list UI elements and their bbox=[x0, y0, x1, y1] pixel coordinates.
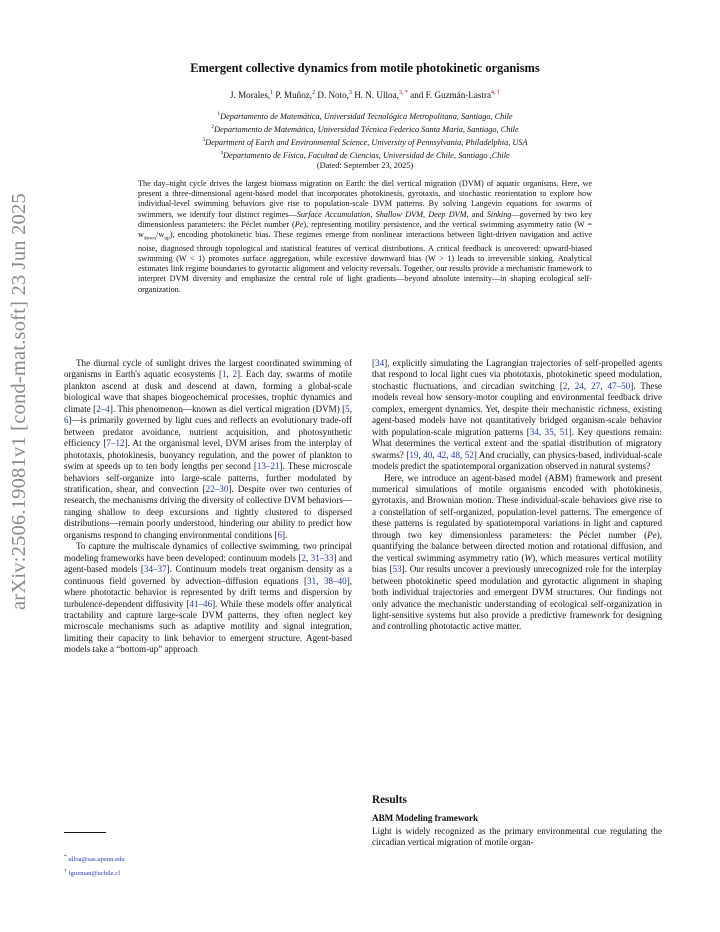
subsection-heading: ABM Modeling framework bbox=[372, 813, 479, 823]
citation-link[interactable]: 5 bbox=[345, 403, 350, 414]
citation-link[interactable]: 34 bbox=[375, 358, 385, 368]
section-heading: Results bbox=[372, 794, 407, 806]
author-name: J. Morales, bbox=[229, 90, 271, 101]
citation-link[interactable]: 6 bbox=[64, 415, 69, 426]
paragraph: The diurnal cycle of sunlight drives the largest coordinated swimming of organisms in Earth's aquatic ecosystems [1, 2]. Each day, swarms of motile plankton ascend at dusk and descend at dawn, forming a global-scale biological wave that shapes biogeochemical processes, trophic dynamics and climate [2–4]. This phenomenon—known as diel vertical migration (DVM) [5, 6]—is primarily governed by light cues and reflects an evolutionary trade-off between predator avoidance, nutrient acquisition, and photosynthetic efficiency [7–12]. At the organismal level, DVM arises from the interplay of phototaxis, photokinesis, buoyancy regulation, and the power of plankton to swim at speeds up to ten body lengths per second [13–21]. These microscale behaviors self-organize into large-scale patterns, further modulated by stratification, shear, and convection [22–30]. Despite over two centuries of research, the mechanisms driving the diversity of collective DVM behaviors—ranging shallow to deep excursions and tightly clustered to dispersed distributions—remain poorly understood, hindering our ability to predict how organisms respond to changing environmental conditions [6]. bbox=[64, 358, 353, 540]
citation-link[interactable]: 48 bbox=[450, 449, 461, 460]
paragraph: Here, we introduce an agent-based model (ABM) framework and present numerical simulations of motile organisms encoded with photokinesis, gyrotaxis, and Brownian motion. These individual-scale behaviors give rise to a constellation of self-organized, population-level patterns. The emergence of these patterns is regulated by spatiotemporal variations in light and captured through two key dimensionless parameters: the Péclet number (Pe), quantifying the balance between directed motion and rotational diffusion, and the vertical swimming asymmetry ratio (W), which measures vertical motility bias [53]. Our results uncover a previously unrecognized role for the interplay between photokinetic speed modulation and gyrotactic alignment in shaping both individual trajectories and emergent DVM structures. Our findings not only advance the mechanistic understanding of ecological self-organization in light-sensitive systems but also provide a predictive framework for designing and controlling phototactic active matter. bbox=[372, 472, 662, 632]
footnote-rule bbox=[64, 832, 106, 833]
body-column-right bbox=[372, 358, 662, 633]
citation-link[interactable]: 42 bbox=[437, 449, 447, 460]
citation-link[interactable]: 2 bbox=[301, 552, 306, 563]
citation-link[interactable]: 1 bbox=[222, 369, 227, 380]
paragraph: To capture the multiscale dynamics of collective swimming, two principal modeling frameworks have been developed: continuum models [2, 31–33] and agent-based models [34–37]. Continuum models treat organism density as a continuous field governed by advection–diffusion equations [31, 38–40], where phototactic behavior is represented by drift terms and dispersion by turbulence-dependent diffusivity [41–46]. While these models offer analytical tractability and capture large-scale DVM patterns, they often neglect key microscale mechanisms such as adaptive motility and signal integration, limiting their capacity to link behavior to emergent structure. Agent-based models take a “bottom-up” approach bbox=[64, 541, 353, 655]
paragraph: [34], explicitly simulating the Lagrangian trajectories of self-propelled agents that respond to local light cues via phototaxis, photokinetic speed modulation, stochastic fluctuations, and circadian switching [2, 24, 27, 47–50]. These models reveal how sensory-motor coupling and environmental feedback drive complex, emergent dynamics. Yet, despite their mechanistic richness, existing agent-based models have not quantitatively bridged organism-scale behavior with population-scale migration patterns [34, 35, 51]. Key questions remain: What determines the vertical extent and the spatial distribution of migratory swarms? [19, 40, 42, 48, 52] And crucially, can physics-based, individual-scale models predict the spatiotemporal organization observed in natural systems? bbox=[372, 358, 663, 472]
affiliation-line: $^4$Departamento de Física, Facultad de Ciencias, Universidad de Chile, Santiago ,Chile bbox=[220, 149, 510, 160]
citation-link[interactable]: 52 bbox=[464, 449, 474, 460]
paper-title: Emergent collective dynamics from motile photokinetic organisms bbox=[190, 61, 540, 75]
citation-link[interactable]: 19 bbox=[409, 449, 419, 460]
affiliation-mark[interactable]: 4, † bbox=[491, 90, 501, 96]
citation-link[interactable]: 34–37 bbox=[143, 564, 167, 575]
citation-link[interactable]: 34 bbox=[529, 426, 539, 437]
footnote: * ulloa@sas.upenn.edu bbox=[64, 854, 125, 864]
footnote: † fguzman@uchile.cl bbox=[64, 867, 121, 878]
body-column-left bbox=[64, 358, 352, 656]
affiliation-mark: 2 bbox=[312, 90, 316, 96]
author-list bbox=[150, 90, 580, 100]
citation-link[interactable]: 40 bbox=[423, 449, 433, 460]
citation-link[interactable]: 24 bbox=[574, 380, 584, 391]
citation-link[interactable]: 35 bbox=[544, 426, 554, 437]
affiliation-line: $^1$Departamento de Matemática, Universidad Tecnológica Metropolitana, Santiago, Chile bbox=[217, 111, 513, 121]
affiliations bbox=[110, 109, 620, 171]
affiliation-mark[interactable]: 3, * bbox=[398, 90, 408, 96]
citation-link[interactable]: 47–50 bbox=[607, 380, 631, 391]
citation-link[interactable]: 2 bbox=[232, 369, 237, 380]
citation-link[interactable]: 31–33 bbox=[310, 552, 334, 563]
affiliation-line: $^2$Departamento de Matemática, Universidad Técnica Federico Santa María, Santiago, Chile bbox=[211, 123, 519, 134]
citation-link[interactable]: 13–21 bbox=[256, 461, 280, 472]
citation-link[interactable]: 2–4 bbox=[96, 403, 110, 414]
citation-link[interactable]: 51 bbox=[559, 426, 569, 437]
email-link[interactable]: ulloa@sas.upenn.edu bbox=[68, 856, 125, 864]
paragraph: Light is widely recognized as the primary environmental cue regulating the circadian vertical migration of motile organ- bbox=[372, 826, 662, 848]
author-name: D. Noto, bbox=[315, 90, 349, 101]
arxiv-identifier: arXiv:2506.19081v1 [cond-mat.soft] 23 Jun 2025 bbox=[8, 193, 30, 610]
email-link[interactable]: fguzman@uchile.cl bbox=[68, 870, 121, 878]
citation-link[interactable]: 7–12 bbox=[106, 438, 125, 449]
affiliation-line: $^3$Department of Earth and Environmental Science, University of Pennsylvania, Philadelphia, USA bbox=[202, 136, 528, 147]
citation-link[interactable]: 2 bbox=[562, 380, 568, 391]
author-name: H. N. Ulloa, bbox=[351, 90, 399, 101]
affiliation-mark: 1 bbox=[270, 90, 274, 96]
date-line: (Dated: September 23, 2025) bbox=[316, 160, 414, 170]
citation-link[interactable]: 31 bbox=[307, 575, 317, 586]
author-name: and F. Guzmán-Lastra bbox=[407, 90, 492, 101]
footnotes bbox=[64, 852, 352, 880]
author-name: P. Muñoz, bbox=[273, 90, 313, 101]
citation-link[interactable]: 6 bbox=[277, 529, 283, 540]
citation-link[interactable]: 38–40 bbox=[323, 575, 347, 586]
citation-link[interactable]: 22–30 bbox=[205, 483, 229, 494]
abstract: The day–night cycle drives the largest biomass migration on Earth: the diel vertical migration (DVM) of aquatic organisms. Here, we present a three-dimensional agent-based model that incorporates photokinesis, gyrotaxis, and stochastic reorientation to explore how individual-level swimming behaviors give rise to population-scale DVM patterns. By solving Langevin equations for swarms of swimmers, we identify four distinct regimes—Surface Accumulation, Shallow DVM, Deep DVM, and Sinking—governed by two key dimensionless parameters: the Péclet number (Pe), representing motility persistence, and the vertical swimming asymmetry ratio $(W = w_{down}/w_{up})$, encoding photokinetic bias. These regimes emerge from nonlinear interactions between light-driven navigation and active noise, diagnosed through topological and statistical features of vertical distributions. A critical feedback is uncovered: upward-biased swimming (W < 1) promotes surface aggregation, while excessive downward bias (W > 1) leads to irreversible sinking. Analytical estimates link regime boundaries to gyrotactic alignment and velocity reversals. Together, our results provide a mechanistic framework to interpret DVM diversity and emphasize the central role of light gradients—beyond absolute intensity—in shaping ecological self-organization. bbox=[138, 179, 593, 294]
affiliation-mark: 3 bbox=[348, 90, 352, 96]
citation-link[interactable]: 41–46 bbox=[189, 598, 213, 609]
citation-link[interactable]: 27 bbox=[591, 380, 601, 391]
citation-link[interactable]: 53 bbox=[392, 564, 402, 575]
